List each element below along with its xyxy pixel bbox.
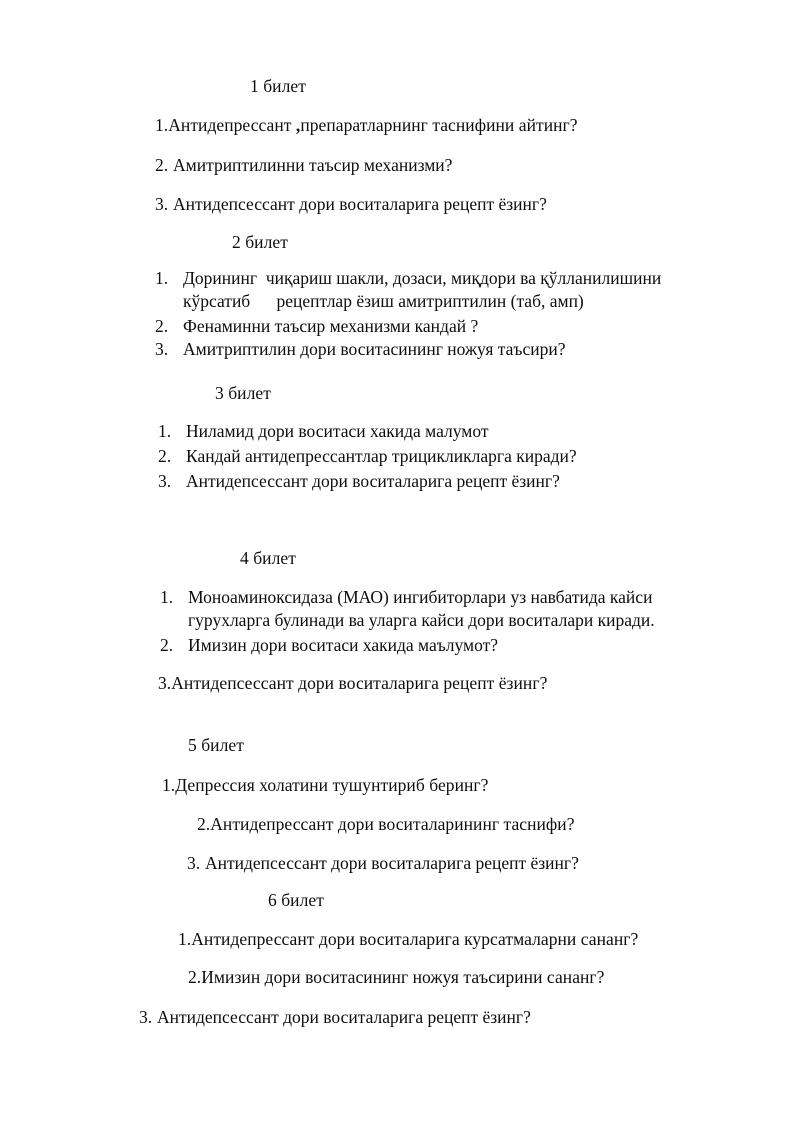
- item-text: Амитриптилин дори воситасининг ножуя таъсири?: [183, 339, 566, 359]
- item-text: Кандай антидепрессантлар трицикликларга киради?: [186, 446, 577, 466]
- ticket-1-item-2: [155, 154, 452, 177]
- item-text: Имизин дори воситасининг ножуя таъсирини сананг?: [201, 967, 605, 987]
- ticket-6-item-3: [139, 1006, 531, 1029]
- item-marker: 1.: [160, 587, 174, 607]
- ticket-3-item-2: [158, 445, 577, 468]
- ticket-6-item-1: [178, 929, 638, 950]
- item-text: Моноаминоксидаза (МАО) ингибиторлари уз навбатида кайси гурухларга булинади ва уларга кайси дори воситалари киради.: [188, 587, 657, 630]
- item-text: Фенаминни таъсир механизми кандай ?: [183, 316, 479, 336]
- item-text: Антидепсессант дори воситаларига рецепт ёзинг?: [157, 1007, 531, 1027]
- item-marker: 1.: [162, 775, 176, 795]
- ticket-3-item-1: [158, 420, 489, 443]
- item-text-part-2: препаратларнинг таснифини айтинг?: [300, 115, 578, 135]
- item-text: Депрессия холатини тушунтириб беринг?: [175, 775, 489, 795]
- bold-comma: ,: [295, 115, 301, 135]
- ticket-3-heading: 3 билет: [215, 383, 271, 403]
- item-marker: 1.: [178, 929, 192, 949]
- item-text: Антидепсессант дори воситаларига рецепт ёзинг?: [171, 673, 548, 693]
- item-marker: 2.: [188, 967, 202, 987]
- item-text: Антидепсессант дори воситаларига рецепт ёзинг?: [186, 471, 560, 491]
- item-text: Антидепрессант дори воситаларининг таснифи?: [210, 814, 575, 834]
- item-marker: 3.: [155, 339, 169, 359]
- item-text: Имизин дори воситаси хакида маълумот?: [188, 635, 499, 655]
- ticket-5-item-3: [187, 852, 579, 875]
- item-marker: 2.: [197, 814, 211, 834]
- item-marker: 3.: [155, 194, 169, 214]
- ticket-4-item-3: [158, 673, 547, 694]
- item-marker: 2.: [155, 155, 169, 175]
- ticket-3-item-3: [158, 470, 560, 493]
- item-marker: 3.: [158, 471, 172, 491]
- item-marker: 3.: [139, 1007, 153, 1027]
- ticket-4-item-2: [160, 634, 498, 657]
- ticket-5-item-1: [162, 775, 488, 796]
- item-marker: 2.: [155, 316, 169, 336]
- ticket-1-item-1: [155, 115, 578, 136]
- ticket-1-item-3: [155, 193, 547, 216]
- ticket-2-item-2: [155, 315, 478, 338]
- item-marker: 2.: [158, 446, 172, 466]
- item-text: Ниламид дори воситаси хакида малумот: [186, 421, 489, 441]
- ticket-5-item-2: [197, 814, 575, 835]
- item-marker: 1.: [155, 268, 169, 288]
- item-marker: 1.: [158, 421, 172, 441]
- ticket-2-item-1: [155, 267, 701, 313]
- item-text: Дорининг чиқариш шакли, дозаси, миқдори ва қўлланилишини кўрсатиб рецептлар ёзиш амитриптилин (таб, амп): [183, 268, 666, 311]
- ticket-5-heading: 5 билет: [188, 735, 244, 755]
- ticket-4-item-1: [160, 586, 700, 632]
- ticket-2-heading: 2 билет: [232, 232, 288, 252]
- item-text: Антидепсессант дори воситаларига рецепт ёзинг?: [205, 853, 579, 873]
- ticket-6-heading: 6 билет: [268, 890, 324, 910]
- ticket-6-item-2: [188, 967, 604, 988]
- item-marker: 3.: [187, 853, 201, 873]
- item-marker: 3.: [158, 673, 172, 693]
- ticket-2-item-3: [155, 338, 566, 361]
- item-text: Антидепрессант дори воситаларига курсатмаларни сананг?: [191, 929, 639, 949]
- ticket-4-heading: 4 билет: [240, 548, 296, 568]
- item-marker: 1.: [155, 115, 169, 135]
- item-text: Амитриптилинни таъсир механизми?: [173, 155, 453, 175]
- item-marker: 2.: [160, 635, 174, 655]
- item-text: Антидепсессант дори воситаларига рецепт ёзинг?: [173, 194, 547, 214]
- ticket-1-heading: 1 билет: [250, 76, 306, 96]
- item-text-part-1: Антидепрессант: [168, 115, 296, 135]
